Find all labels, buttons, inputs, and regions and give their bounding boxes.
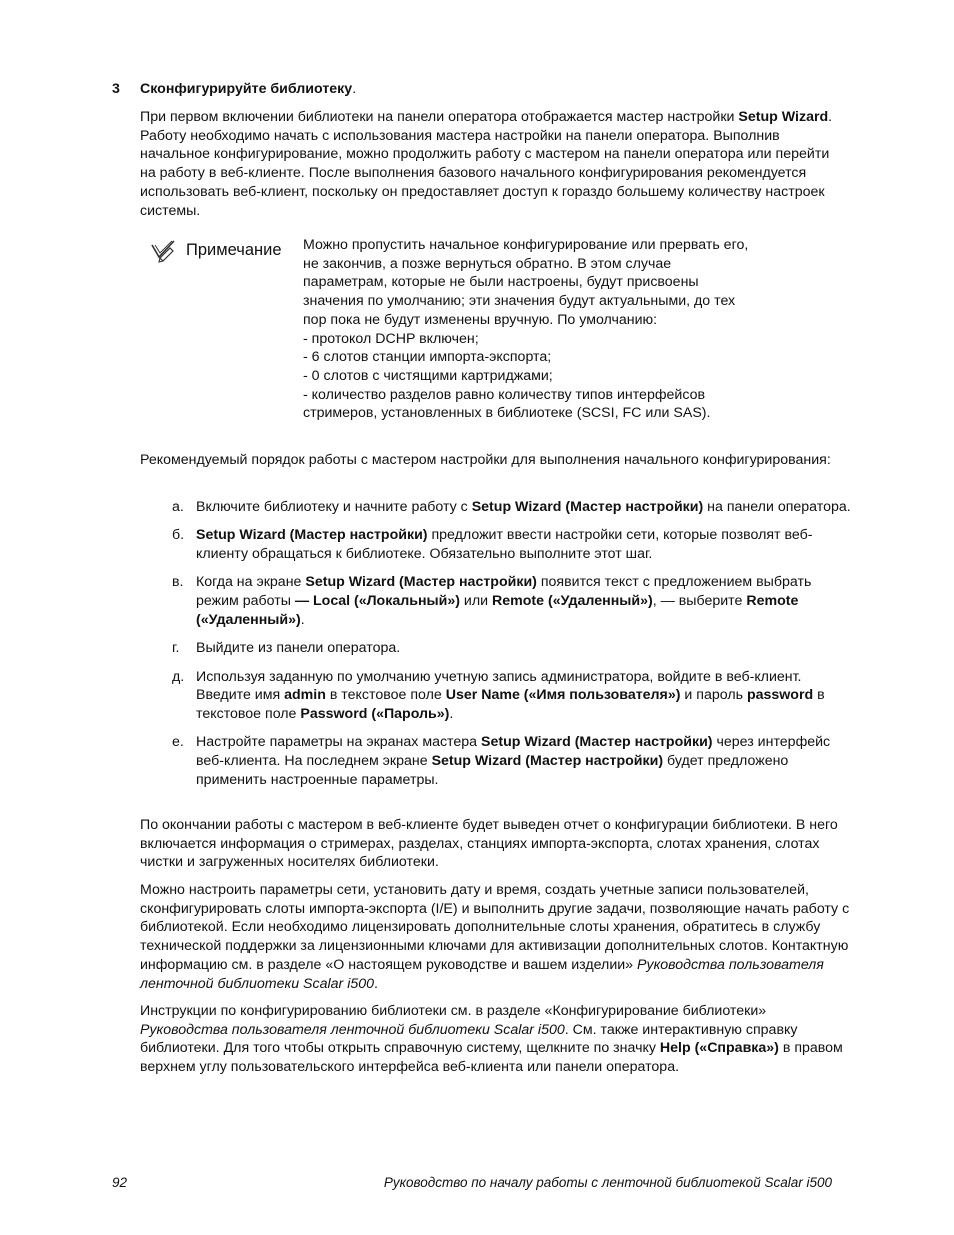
list-item: a. Включите библиотеку и начните работу с Setup Wizard (Мастер настройки) на панели оператора.	[172, 499, 851, 515]
list-item: г. Выйдите из панели оператора.	[172, 640, 401, 657]
note-pencil-icon	[150, 238, 178, 264]
list-item: б. Setup Wizard (Мастер настройки) предложит ввести настройки сети, которые позволят веб-клиенту обращаться к библиотеке. Обязательно выполните этот шаг.	[172, 527, 813, 563]
note-line: - 6 слотов станции импорта-экспорта;	[303, 349, 552, 366]
note-line: значения по умолчанию; эти значения будут актуальными, до тех	[303, 293, 736, 310]
item-letter: г.	[172, 640, 180, 657]
step-title: Сконфигурируйте библиотеку.	[140, 81, 357, 97]
note-label: Примечание	[186, 241, 282, 259]
note-line: пор пока не будут изменены вручную. По умолчанию:	[303, 311, 658, 328]
item-letter: д.	[172, 668, 185, 685]
note-body	[303, 236, 823, 423]
note-line: Можно пропустить начальное конфигурирование или прервать его,	[303, 237, 749, 253]
note-line: - протокол DCHP включен;	[303, 330, 479, 347]
item-letter: е.	[172, 734, 184, 751]
note-line: стримеров, установленных в библиотеке (SCSI, FC или SAS).	[303, 405, 711, 422]
note-line: - количество разделов равно количеству типов интерфейсов	[303, 386, 706, 403]
instructions-paragraph: Инструкции по конфигурированию библиотеки см. в разделе «Конфигурирование библиотеки» Руководства пользователя ленточной библиотеки Scalar i500. См. также интерактивную справку библиотеки. Для того чтобы открыть справочную систему, щелкните по значку Help («Справка») в правом верхнем углу пользовательского интерфейса веб-клиента или панели оператора.	[140, 1003, 843, 1076]
list-item: е. Настройте параметры на экранах мастера Setup Wizard (Мастер настройки) через интерфейс веб-клиента. На последнем экране Setup Wizard (Мастер настройки) будет предложено применить настроенные параметры.	[172, 734, 831, 788]
settings-paragraph: Можно настроить параметры сети, установить дату и время, создать учетные записи пользователей, сконфигурировать слоты импорта-экспорта (I/E) и выполнить другие задачи, позволяющие начать работу с библиотекой. Если необходимо лицензировать дополнительные слоты хранения, обратитесь в службу технической поддержки за лицензионными ключами для активизации дополнительных слотов. Контактную информацию см. в разделе «О настоящем руководстве и вашем изделии» Руководства пользователя ленточной библиотеки Scalar i500.	[140, 882, 850, 992]
note-line: параметрам, которые не были настроены, будут присвоены	[303, 274, 699, 291]
report-paragraph: По окончании работы с мастером в веб-клиенте будет выведен отчет о конфигурации библиотеки. В него включается информация о стримерах, разделах, станциях импорта-экспорта, слотах хранения, слотах чистки и загруженных носителях библиотеки.	[140, 817, 838, 871]
list-item: д. Используя заданную по умолчанию учетную запись администратора, войдите в веб-клиент. Введите имя admin в текстовое поле User Name («Имя пользователя») и пароль password в текстовое поле Password («Пароль»).	[172, 668, 825, 723]
intro-paragraph: При первом включении библиотеки на панели оператора отображается мастер настройки Setup Wizard. Работу необходимо начать с использования мастера настройки на панели оператора. Выполнив начальное конфигурирование, можно продолжить работу с мастером на панели оператора или перейти на работу в веб-клиенте. После выполнения базового начального конфигурирования рекомендуется использовать веб-клиент, поскольку он предоставляет доступ к гораздо большему количеству настроек системы.	[140, 109, 833, 219]
item-letter: a.	[172, 499, 184, 515]
item-letter: б.	[172, 527, 185, 544]
footer-title: Руководство по началу работы с ленточной библиотекой Scalar i500	[383, 1175, 832, 1190]
note-line: - 0 слотов с чистящими картриджами;	[303, 367, 553, 384]
item-letter: в.	[172, 574, 184, 591]
substeps-list	[140, 498, 852, 799]
list-item: в. Когда на экране Setup Wizard (Мастер настройки) появится текст с предложением выбрать режим работы — Local («Локальный») или Remote («Удаленный»), — выберите Remote («Удаленный»).	[172, 574, 812, 628]
note-line: не закончив, а позже вернуться обратно. В этом случае	[303, 255, 672, 272]
recommended-paragraph: Рекомендуемый порядок работы с мастером настройки для выполнения начального конфигурирования:	[140, 452, 831, 468]
step-number: 3	[112, 81, 120, 97]
page-number: 92	[112, 1175, 128, 1190]
